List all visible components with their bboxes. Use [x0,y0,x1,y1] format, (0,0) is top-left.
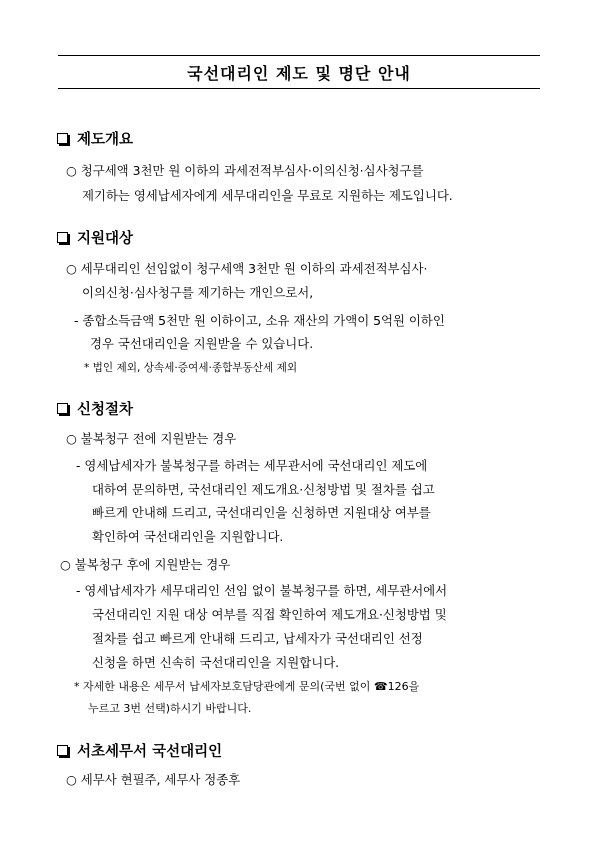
eligibility-line-1: ○ 세무대리인 선임없이 청구세액 3천만 원 이하의 과세전적부심사· [66,261,428,276]
procedure-line-7: - 영세납세자가 세무대리인 선임 없이 불복청구를 하면, 세무관서에서 [76,583,448,598]
checkbox-bullet-icon [57,133,68,144]
procedure-line-10: 신청을 하면 신속히 국선대리인을 지원합니다. [92,655,340,670]
document-title: 국선대리인 제도 및 명단 안내 [187,63,411,83]
checkbox-bullet-icon [57,403,68,414]
section-heading-public-agents: 서초세무서 국선대리인 [57,740,222,761]
procedure-line-5: 확인하여 국선대리인을 지원합니다. [92,529,284,544]
overview-line-1: ○ 청구세액 3천만 원 이하의 과세전적부심사·이의신청·심사청구를 [66,163,424,178]
procedure-line-6: ○ 불복청구 후에 지원받는 경우 [60,557,231,572]
procedure-line-9: 절차를 쉽고 빠르게 안내해 드리고, 납세자가 국선대리인 선정 [92,631,423,646]
procedure-line-1: ○ 불복청구 전에 지원받는 경우 [66,431,237,446]
document-title-box [58,55,540,89]
procedure-line-8: 국선대리인 지원 대상 여부를 직접 확인하여 제도개요·신청방법 및 [92,607,447,622]
checkbox-bullet-icon [57,232,68,243]
eligibility-line-4: 경우 국선대리인을 지원받을 수 있습니다. [90,336,314,351]
overview-line-2: 제기하는 영세납세자에게 세무대리인을 무료로 지원하는 제도입니다. [82,188,453,203]
eligibility-note: * 법인 제외, 상속세·증여세·종합부동산세 제외 [84,362,298,374]
section-heading-eligibility: 지원대상 [57,227,133,248]
eligibility-line-2: 이의신청·심사청구를 제기하는 개인으로서, [82,285,314,300]
procedure-line-4: 빠르게 안내해 드리고, 국선대리인을 신청하면 지원대상 여부를 [92,505,431,520]
procedure-line-3: 대하여 문의하면, 국선대리인 제도개요·신청방법 및 절차를 쉽고 [92,482,435,497]
procedure-line-2: - 영세납세자가 불복청구를 하려는 세무관서에 국선대리인 제도에 [76,458,428,473]
procedure-footnote-1: * 자세한 내용은 세무서 납세자보호담당관에게 문의(국번 없이 ☎126을 [74,680,420,693]
eligibility-line-3: - 종합소득금액 5천만 원 이하이고, 소유 재산의 가액이 5억원 이하인 [74,313,445,328]
checkbox-bullet-icon [57,745,68,756]
procedure-footnote-2: 누르고 3번 선택)하시기 바랍니다. [88,702,252,715]
section-heading-overview: 제도개요 [57,128,133,149]
section-heading-procedure: 신청절차 [57,398,133,419]
public-agents-line-1: ○ 세무사 현필주, 세무사 정종후 [66,772,241,787]
